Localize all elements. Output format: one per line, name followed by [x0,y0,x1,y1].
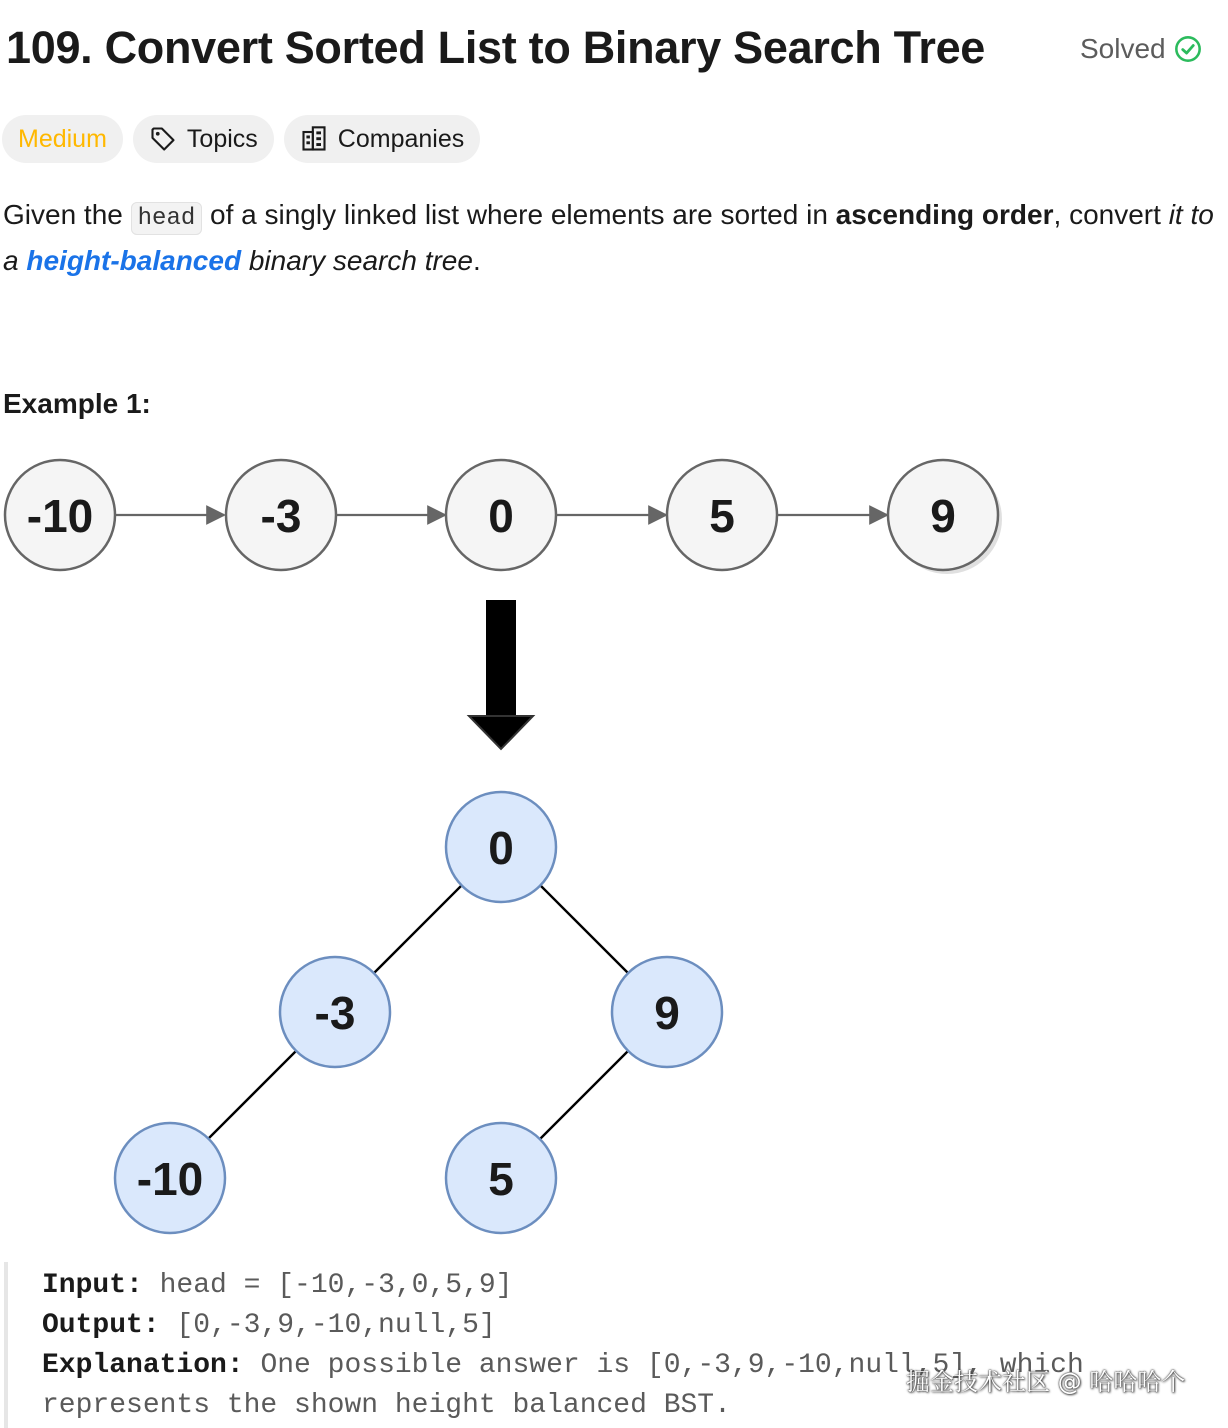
output-value: [0,-3,9,-10,null,5] [159,1310,496,1341]
desc-end: . [472,245,481,276]
solved-label: Solved [1080,33,1166,64]
list-node-label: 5 [709,490,735,542]
inline-code-head: head [131,202,203,235]
input-value: head = [-10,-3,0,5,9] [142,1270,513,1301]
check-circle-icon [1174,35,1202,63]
problem-description [3,194,1225,282]
tree-node-left [280,957,390,1067]
list-node-label: -10 [26,490,94,542]
companies-label: Companies [337,124,465,153]
topics-button[interactable] [133,115,274,163]
solved-status [1080,33,1202,65]
desc-bold-ascending: ascending order [835,199,1054,230]
list-node-label: 0 [488,490,514,542]
explanation-value-2: represents the shown height balanced BST. [42,1390,731,1421]
list-node [5,460,115,570]
tree-node-label: 5 [488,1153,514,1205]
tree-node-right-left [446,1123,556,1233]
example-io-block [4,1262,1224,1428]
output-label: Output: [42,1310,160,1341]
list-node [226,460,336,570]
desc-text-2: of a singly linked list where elements are sorted in [202,199,836,230]
watermark: 掘金技术社区 @ 哈哈哈个 [906,1368,1186,1396]
tree-edge [540,885,628,973]
list-node [667,460,777,570]
desc-italic-1: it to a [3,199,1214,276]
desc-italic-2: binary search tree [241,245,473,276]
tree-node-root [446,792,556,902]
topics-label: Topics [186,124,258,153]
tree-node-left-left [115,1123,225,1233]
desc-text-3: , convert [1053,199,1169,230]
difficulty-badge [2,115,123,163]
problem-title: 109. Convert Sorted List to Binary Search Tree [6,22,986,73]
problem-tags [2,115,480,163]
list-node-label: -3 [260,490,302,542]
tree-node-label: -10 [136,1153,204,1205]
companies-button[interactable] [284,115,480,163]
tree-edge [208,1051,296,1139]
desc-text-1: Given the [3,199,131,230]
height-balanced-link[interactable]: height-balanced [26,245,242,276]
tree-edge [374,885,462,973]
tree-node-label: 9 [654,987,680,1039]
down-arrow-icon [469,600,533,749]
tree-edge [540,1051,628,1139]
tree-node-label: 0 [488,822,514,874]
explanation-label: Explanation: [42,1350,244,1381]
difficulty-label: Medium [18,124,107,153]
example-diagram [0,440,1228,1240]
explanation-value: One possible answer is [0,-3,9,-10,null,5], which [243,1350,1084,1381]
list-node-label: 9 [930,490,956,542]
tree-node-right [612,957,722,1067]
list-node [446,460,556,570]
example-heading: Example 1: [3,388,151,419]
list-node [888,460,1002,574]
tree-node-label: -3 [314,987,356,1039]
tag-icon [149,125,177,153]
building-icon [300,125,328,153]
input-label: Input: [42,1270,143,1301]
